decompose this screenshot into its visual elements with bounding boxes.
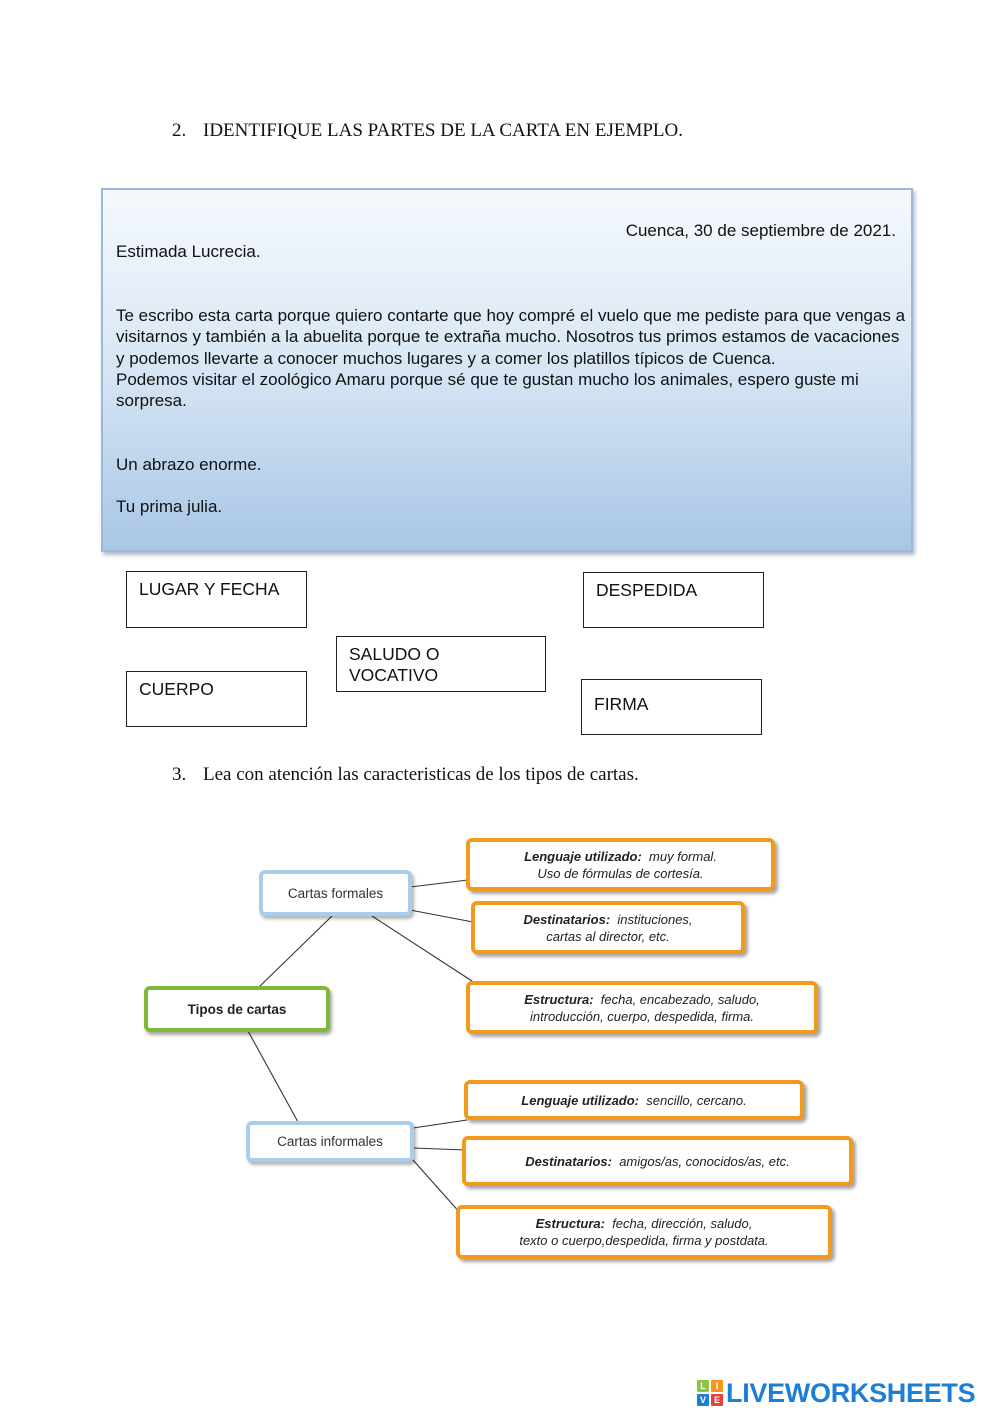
logo-text: LIVEWORKSHEETS — [726, 1377, 976, 1408]
node-informal-destinatarios — [462, 1136, 853, 1186]
label-despedida[interactable]: DESPEDIDA — [583, 572, 764, 628]
logo-letter: L — [697, 1380, 709, 1392]
item-value: texto o cuerpo,despedida, firma y postdata. — [519, 1233, 769, 1248]
node-formal-destinatarios — [471, 901, 745, 954]
item-value: amigos/as, conocidos/as, etc. — [619, 1153, 790, 1169]
question-number: 3. — [172, 764, 187, 785]
label-saludo-o-vocativo[interactable]: SALUDO O VOCATIVO — [336, 636, 546, 692]
item-value: Uso de fórmulas de cortesía. — [537, 865, 704, 881]
connector-line — [410, 880, 468, 887]
letter-date: Cuenca, 30 de septiembre de 2021. — [625, 221, 896, 240]
item-value: fecha, dirección, saludo, — [612, 1216, 753, 1231]
letter-paragraph: Podemos visitar el zoológico Amaru porque sé que te gustan mucho los animales, espero guste mi sorpresa. — [116, 369, 859, 411]
item-value: cartas al director, etc. — [546, 928, 670, 944]
connector-line — [413, 1120, 467, 1128]
item-key: Estructura: — [524, 991, 594, 1007]
logo-letter: I — [711, 1380, 723, 1392]
item-value: fecha, encabezado, saludo, — [600, 991, 760, 1007]
connector-line — [410, 910, 473, 922]
node-tipos-de-cartas: Tipos de cartas — [144, 986, 330, 1032]
item-key: Destinatarios: — [525, 1153, 612, 1169]
node-informal-lenguaje — [464, 1080, 804, 1120]
question-number: 2. — [172, 120, 187, 141]
node-cartas-formales: Cartas formales — [259, 870, 412, 916]
logo-letter: E — [711, 1394, 723, 1406]
logo-letter: V — [697, 1394, 709, 1406]
letter-greeting: Estimada Lucrecia. — [116, 242, 261, 261]
connector-line — [413, 1148, 466, 1150]
liveworksheets-logo — [697, 1378, 975, 1408]
item-value: introducción, cuerpo, despedida, firma. — [529, 1008, 754, 1024]
item-value: instituciones, — [617, 911, 693, 927]
label-cuerpo[interactable]: CUERPO — [126, 671, 307, 727]
item-key: Estructura: — [535, 1216, 605, 1231]
logo-mark-icon — [697, 1380, 723, 1406]
item-value: sencillo, cercano. — [646, 1092, 747, 1108]
label-lugar-y-fecha[interactable]: LUGAR Y FECHA — [126, 571, 307, 628]
letter-signature: Tu prima julia. — [116, 497, 223, 516]
node-informal-estructura — [456, 1205, 832, 1259]
connector-line — [258, 916, 332, 988]
node-formal-estructura — [466, 981, 818, 1034]
connector-line — [248, 1031, 298, 1122]
letter-closing: Un abrazo enorme. — [116, 455, 262, 474]
question-text: Lea con atención las caracteristicas de los tipos de cartas. — [203, 764, 639, 785]
item-value: muy formal. — [649, 848, 717, 864]
connector-line — [413, 1160, 462, 1215]
letter-paragraph: Te escribo esta carta porque quiero contarte que hoy compré el vuelo que me pediste para que vengas a visitarnos y también a la abuelita porque te extraña mucho. Nosotros tus primos estamos de vacaciones y podemos llevarte a conocer muchos lugares y a comer los platillos típicos de Cuenca. — [116, 306, 906, 368]
node-cartas-informales: Cartas informales — [246, 1121, 414, 1162]
item-key: Lenguaje utilizado: — [524, 848, 642, 864]
item-key: Destinatarios: — [523, 911, 611, 927]
item-key: Lenguaje utilizado: — [521, 1092, 640, 1108]
label-firma[interactable]: FIRMA — [581, 679, 762, 735]
question-text: IDENTIFIQUE LAS PARTES DE LA CARTA EN EJEMPLO. — [203, 120, 684, 141]
node-formal-lenguaje — [466, 838, 775, 891]
connector-line — [372, 916, 475, 983]
